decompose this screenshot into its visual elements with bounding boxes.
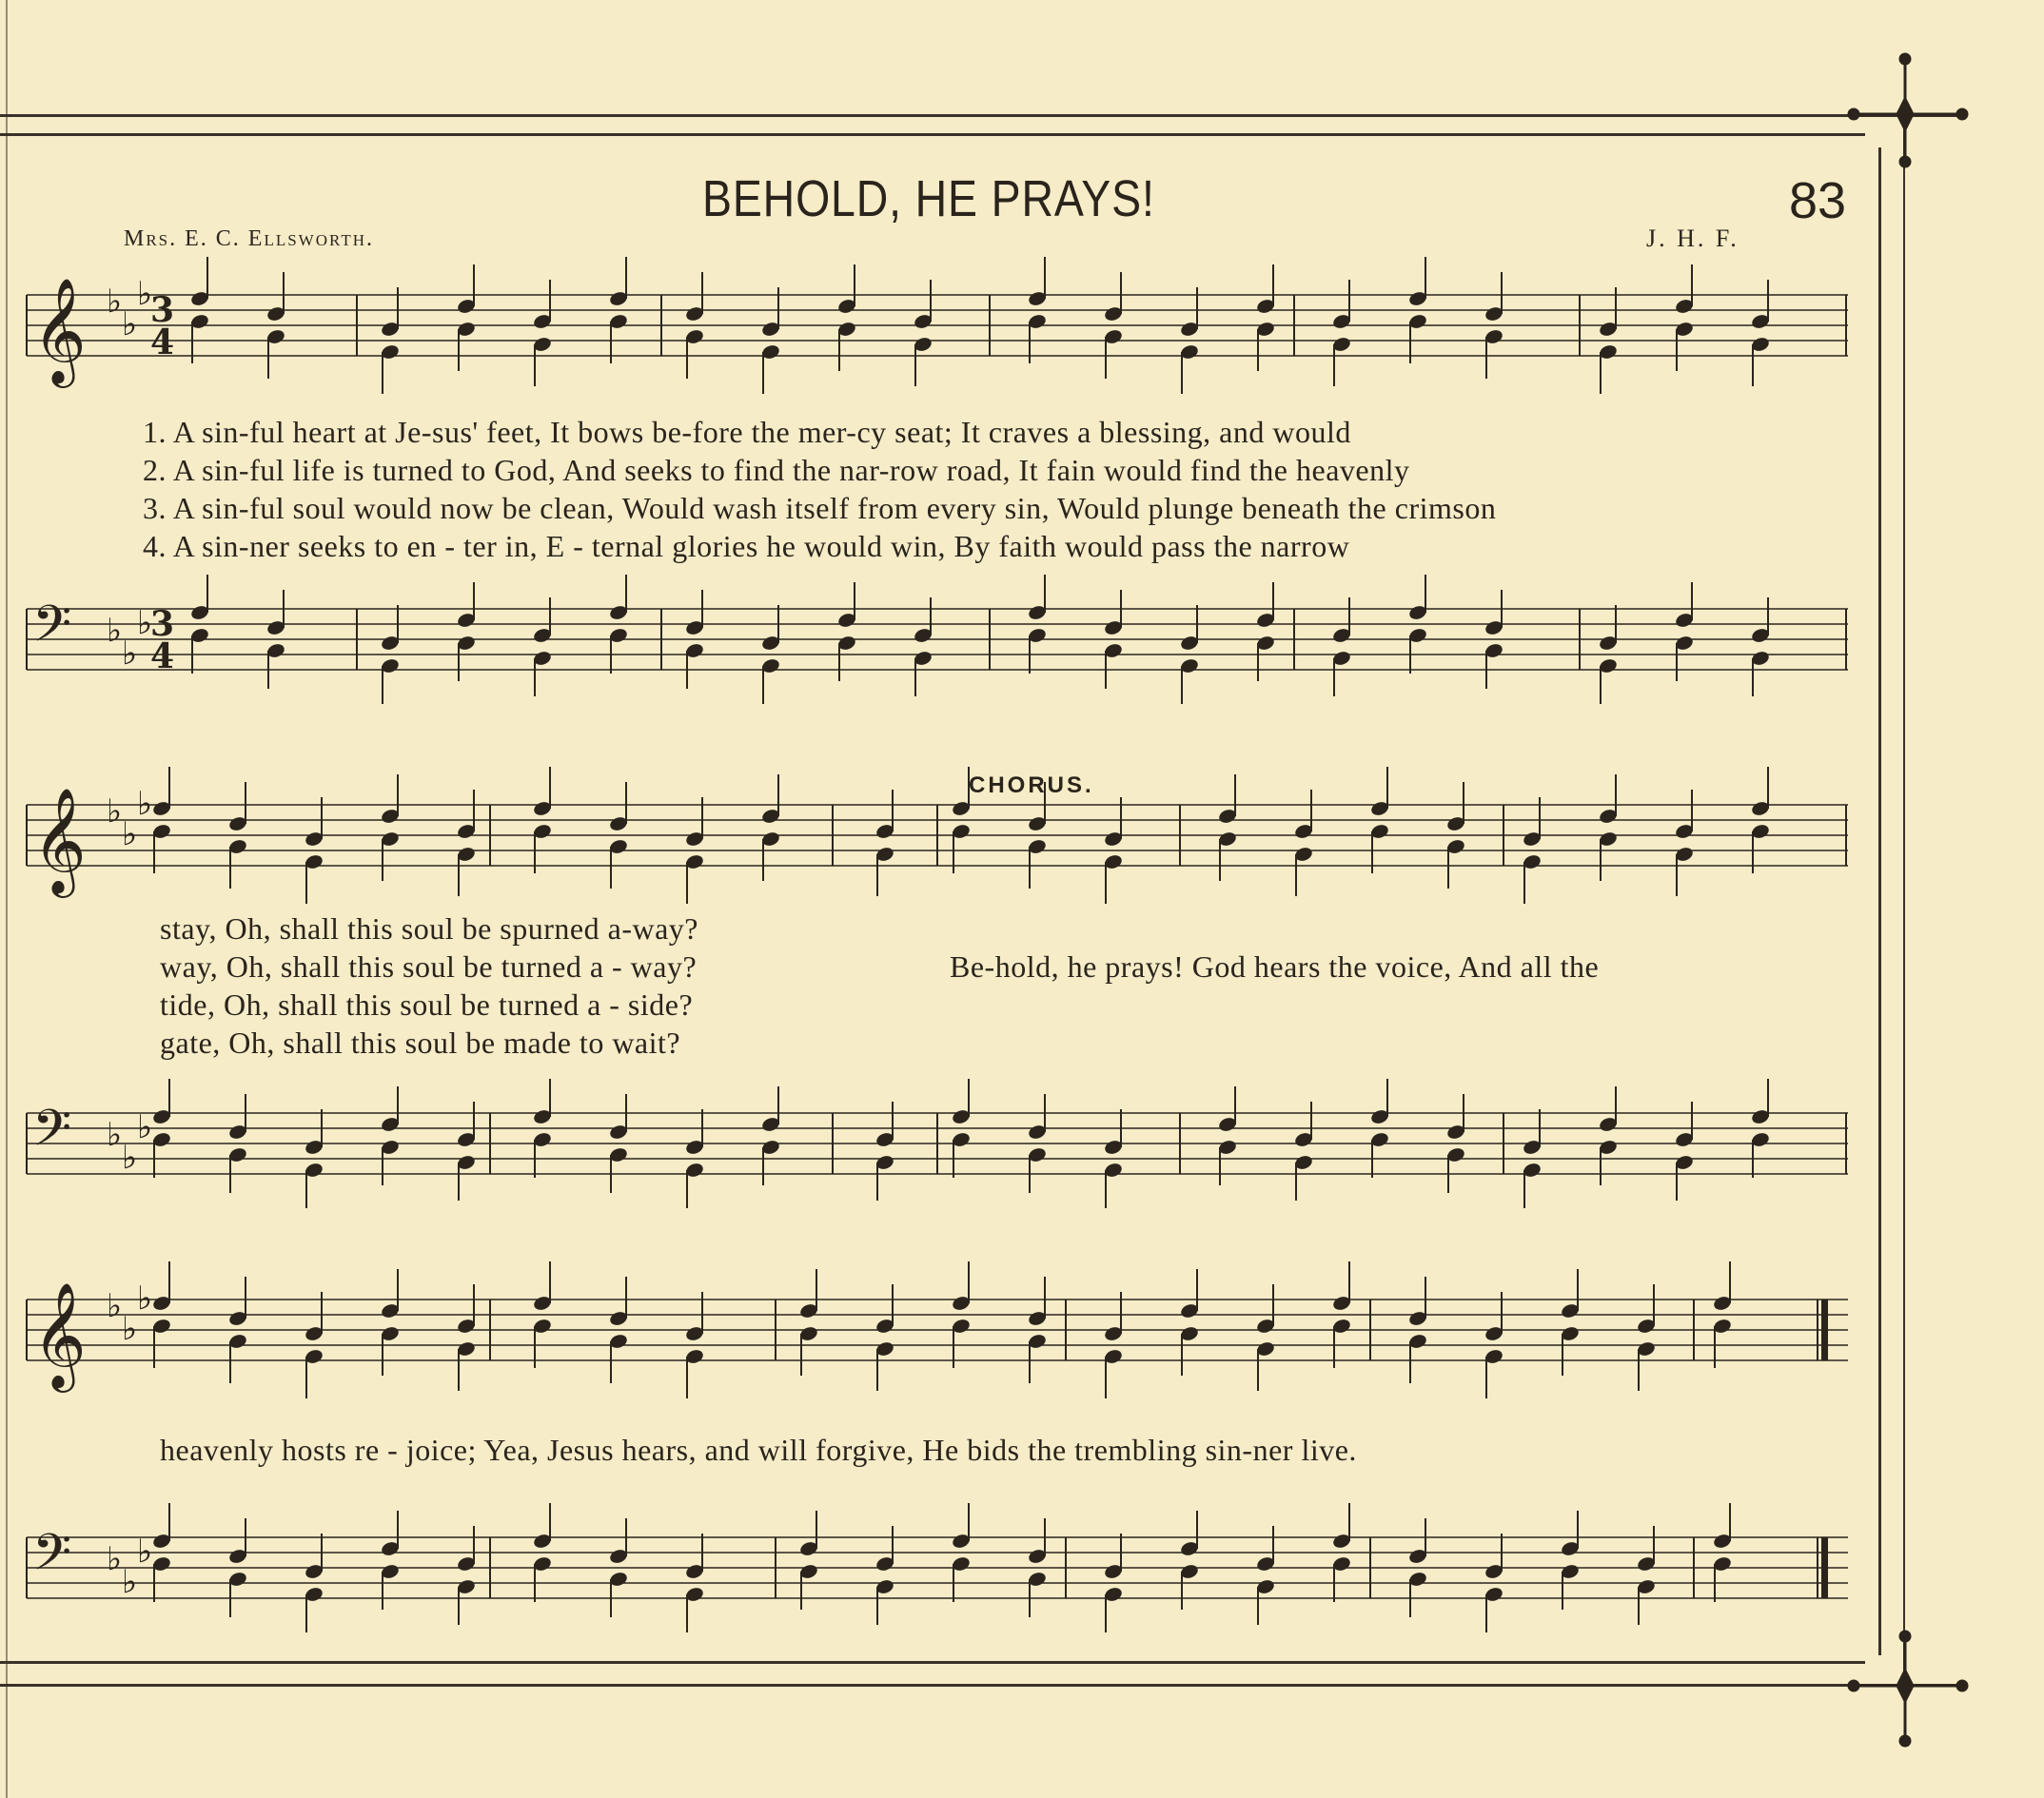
flat-sign-icon: ♭ bbox=[137, 785, 153, 823]
bass-clef-icon: 𝄢 bbox=[32, 1524, 72, 1594]
flat-sign-icon: ♭ bbox=[107, 612, 123, 650]
flat-sign-icon: ♭ bbox=[137, 1533, 153, 1571]
time-signature-top: 3 bbox=[150, 604, 175, 644]
flat-sign-icon: ♭ bbox=[122, 1139, 138, 1177]
ornament-top-right bbox=[1849, 54, 1967, 166]
flat-sign-icon: ♭ bbox=[137, 1108, 153, 1146]
flat-sign-icon: ♭ bbox=[122, 815, 138, 853]
bass-clef-icon: 𝄢 bbox=[32, 596, 72, 666]
treble-clef-icon: 𝄞 bbox=[32, 787, 87, 893]
flat-sign-icon: ♭ bbox=[137, 275, 153, 313]
flat-sign-icon: ♭ bbox=[137, 604, 153, 642]
verse-line-1: 1. A sin-ful heart at Je-sus' feet, It bows be-fore the mer-cy seat; It craves a blessing, and would bbox=[143, 415, 1351, 449]
verse-ending-3: tide, Oh, shall this soul be turned a - side? bbox=[160, 987, 694, 1022]
flat-sign-icon: ♭ bbox=[107, 1287, 123, 1325]
ornament-bottom-right bbox=[1849, 1632, 1967, 1746]
flat-sign-icon: ♭ bbox=[122, 305, 138, 343]
time-signature-bottom: 4 bbox=[150, 636, 175, 676]
flat-sign-icon: ♭ bbox=[107, 283, 123, 321]
flat-sign-icon: ♭ bbox=[107, 1540, 123, 1578]
composer-credit: J. H. F. bbox=[1646, 225, 1739, 252]
treble-clef-icon: 𝄞 bbox=[32, 277, 87, 383]
time-signature-bottom: 4 bbox=[150, 322, 175, 362]
verse-ending-4: gate, Oh, shall this soul be made to wait? bbox=[160, 1026, 681, 1060]
flat-sign-icon: ♭ bbox=[122, 1310, 138, 1348]
chorus-lyric-line-2: heavenly hosts re - joice; Yea, Jesus hears, and will forgive, He bids the trembling sin-ner live. bbox=[160, 1433, 1357, 1467]
page-number: 83 bbox=[1789, 172, 1847, 229]
flat-sign-icon: ♭ bbox=[137, 1280, 153, 1318]
flat-sign-icon: ♭ bbox=[107, 792, 123, 831]
flat-sign-icon: ♭ bbox=[122, 1563, 138, 1601]
flat-sign-icon: ♭ bbox=[122, 635, 138, 673]
author-credit: Mrs. E. C. Ellsworth. bbox=[124, 226, 374, 251]
chorus-label: CHORUS. bbox=[969, 772, 1094, 798]
treble-clef-icon: 𝄞 bbox=[32, 1281, 87, 1388]
bass-clef-icon: 𝄢 bbox=[32, 1100, 72, 1170]
flat-sign-icon: ♭ bbox=[107, 1116, 123, 1154]
verse-line-4: 4. A sin-ner seeks to en - ter in, E - ternal glories he would win, By faith would pass the narrow bbox=[143, 529, 1350, 563]
verse-line-2: 2. A sin-ful life is turned to God, And seeks to find the nar-row road, It fain would find the heavenly bbox=[143, 453, 1410, 487]
verse-ending-2: way, Oh, shall this soul be turned a - way? bbox=[160, 949, 698, 984]
chorus-lyric-line-1: Be-hold, he prays! God hears the voice, And all the bbox=[950, 949, 1600, 984]
time-signature-top: 3 bbox=[150, 290, 175, 330]
verse-ending-1: stay, Oh, shall this soul be spurned a-way? bbox=[160, 911, 698, 946]
hymn-title: BEHOLD, HE PRAYS! bbox=[702, 170, 1155, 227]
verse-line-3: 3. A sin-ful soul would now be clean, Would wash itself from every sin, Would plunge beneath the crimson bbox=[143, 491, 1497, 525]
